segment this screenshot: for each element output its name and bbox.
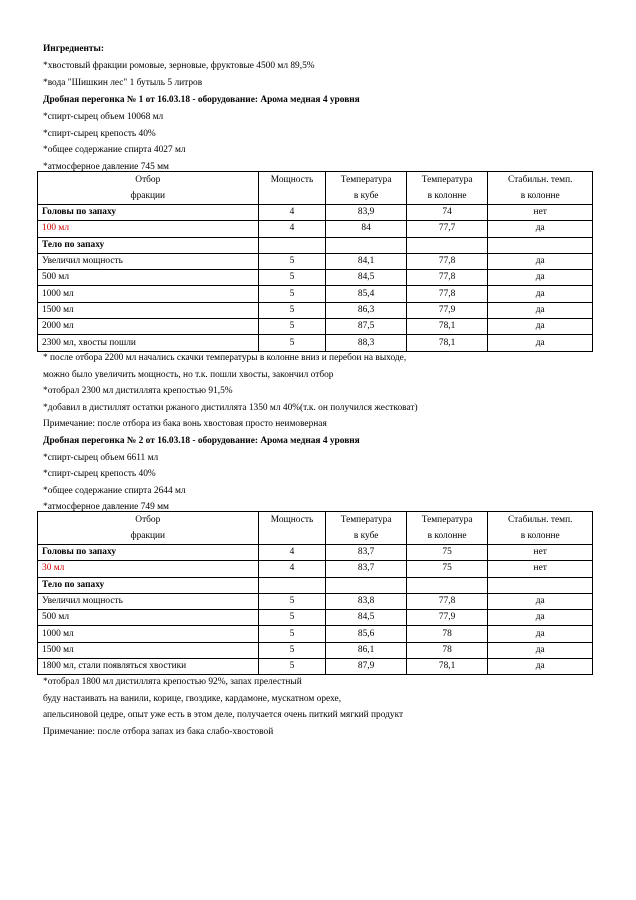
cell-temp-column: 77,7: [406, 221, 488, 237]
cell-temp-column: 78: [406, 642, 488, 658]
cell-power: 4: [258, 545, 326, 561]
run1-heading: Дробная перегонка № 1 от 16.03.18 - оборудование: Арома медная 4 уровня: [43, 95, 360, 105]
table-row: [38, 593, 593, 609]
table-row: [38, 642, 593, 658]
cell-stable: да: [488, 253, 593, 269]
cell-stable: нет: [488, 561, 593, 577]
cell-stable: нет: [488, 545, 593, 561]
cell-power: 4: [258, 561, 326, 577]
table-row: [38, 253, 593, 269]
ingredient-item: *хвостовый фракции ромовые, зерновые, фруктовые 4500 мл 89,5%: [43, 61, 315, 71]
run2-param: *спирт-сырец крепость 40%: [43, 469, 156, 479]
table-row: [38, 577, 593, 593]
cell-temp-column: 74: [406, 205, 488, 221]
table-row: [38, 286, 593, 302]
header-temp-column: Температура в колонне: [406, 172, 488, 205]
cell-temp-column: 77,8: [406, 593, 488, 609]
cell-stable: да: [488, 642, 593, 658]
cell-stable: да: [488, 626, 593, 642]
cell-temp-column: 78,1: [406, 659, 488, 675]
table-row: [38, 205, 593, 221]
table-row: [38, 237, 593, 253]
run2-note: апельсиновой цедре, опыт уже есть в этом деле, получается очень питкий мягкий продукт: [43, 710, 404, 720]
table-row: [38, 561, 593, 577]
cell-stable: да: [488, 610, 593, 626]
cell-temp-column: 78,1: [406, 319, 488, 335]
cell-stable: [488, 577, 593, 593]
cell-stable: да: [488, 286, 593, 302]
cell-temp-column: 78,1: [406, 335, 488, 351]
header-fraction: Отбор фракции: [38, 172, 259, 205]
cell-fraction: 1500 мл: [38, 642, 259, 658]
run1-note: *отобрал 2300 мл дистиллята крепостью 91,5%: [43, 386, 233, 396]
cell-fraction: 1000 мл: [38, 286, 259, 302]
cell-fraction: 500 мл: [38, 270, 259, 286]
cell-fraction: 2300 мл, хвосты пошли: [38, 335, 259, 351]
cell-power: 5: [258, 270, 326, 286]
cell-temp-cube: 87,5: [326, 319, 406, 335]
table-row: [38, 610, 593, 626]
run1-note: *добавил в дистиллят остатки ржаного дистиллята 1350 мл 40%(т.к. он получился жестковат): [43, 403, 418, 413]
cell-fraction: Головы по запаху: [38, 205, 259, 221]
cell-temp-column: 78: [406, 626, 488, 642]
cell-temp-cube: 86,1: [326, 642, 406, 658]
cell-fraction: Увеличил мощность: [38, 253, 259, 269]
run2-note: *отобрал 1800 мл дистиллята крепостью 92%, запах прелестный: [43, 677, 302, 687]
cell-stable: да: [488, 335, 593, 351]
cell-stable: да: [488, 659, 593, 675]
run1-param: *спирт-сырец крепость 40%: [43, 129, 156, 139]
table-row: [38, 302, 593, 318]
cell-stable: да: [488, 270, 593, 286]
run2-param: *общее содержание спирта 2644 мл: [43, 486, 186, 496]
cell-fraction: 2000 мл: [38, 319, 259, 335]
cell-temp-column: 75: [406, 545, 488, 561]
run1-note: можно было увеличить мощность, но т.к. пошли хвосты, закончил отбор: [43, 370, 334, 380]
cell-temp-cube: 84: [326, 221, 406, 237]
cell-power: 5: [258, 286, 326, 302]
cell-power: 5: [258, 319, 326, 335]
cell-power: [258, 237, 326, 253]
cell-fraction: Увеличил мощность: [38, 593, 259, 609]
cell-temp-cube: 85,4: [326, 286, 406, 302]
cell-temp-column: 77,8: [406, 253, 488, 269]
cell-temp-cube: 84,5: [326, 610, 406, 626]
run2-param: *спирт-сырец объем 6611 мл: [43, 453, 159, 463]
cell-fraction: 500 мл: [38, 610, 259, 626]
cell-stable: да: [488, 302, 593, 318]
run1-table: [37, 171, 593, 352]
cell-temp-column: [406, 237, 488, 253]
run2-table: [37, 511, 593, 675]
cell-temp-column: 75: [406, 561, 488, 577]
cell-temp-column: 77,9: [406, 610, 488, 626]
cell-temp-column: [406, 577, 488, 593]
cell-stable: нет: [488, 205, 593, 221]
run1-note: * после отбора 2200 мл начались скачки температуры в колонне вниз и перебои на выходе,: [43, 353, 407, 363]
run2-note: Примечание: после отбора запах из бака слабо-хвостовой: [43, 727, 274, 737]
run1-param: *атмосферное давление 745 мм: [43, 162, 169, 172]
header-temp-cube: Температура в кубе: [326, 512, 406, 545]
cell-temp-cube: 84,5: [326, 270, 406, 286]
cell-temp-cube: 87,9: [326, 659, 406, 675]
header-temp-cube: Температура в кубе: [326, 172, 406, 205]
table-row: [38, 270, 593, 286]
table-row: [38, 626, 593, 642]
cell-fraction: 100 мл: [38, 221, 259, 237]
table-header-row: [38, 172, 593, 205]
cell-fraction: Тело по запаху: [38, 577, 259, 593]
cell-temp-cube: 88,3: [326, 335, 406, 351]
cell-temp-cube: [326, 577, 406, 593]
header-power: Мощность: [258, 512, 326, 545]
table-row: [38, 335, 593, 351]
table-header-row: [38, 512, 593, 545]
cell-temp-column: 77,8: [406, 286, 488, 302]
cell-power: 5: [258, 253, 326, 269]
cell-stable: да: [488, 593, 593, 609]
run1-param: *спирт-сырец объем 10068 мл: [43, 112, 164, 122]
run2-heading: Дробная перегонка № 2 от 16.03.18 - оборудование: Арома медная 4 уровня: [43, 436, 360, 446]
cell-temp-cube: 83,9: [326, 205, 406, 221]
cell-power: 4: [258, 221, 326, 237]
cell-temp-cube: 86,3: [326, 302, 406, 318]
cell-temp-cube: [326, 237, 406, 253]
run1-param: *общее содержание спирта 4027 мл: [43, 145, 186, 155]
cell-temp-cube: 83,7: [326, 545, 406, 561]
table-row: [38, 221, 593, 237]
run2-note: буду настаивать на ванили, корице, гвоздике, кардамоне, мускатном орехе,: [43, 694, 342, 704]
table-row: [38, 659, 593, 675]
cell-fraction: Головы по запаху: [38, 545, 259, 561]
cell-stable: да: [488, 221, 593, 237]
header-stable-temp: Стабильн. темп. в колонне: [488, 172, 593, 205]
cell-power: 5: [258, 593, 326, 609]
cell-power: 5: [258, 626, 326, 642]
header-stable-temp: Стабильн. темп. в колонне: [488, 512, 593, 545]
cell-temp-column: 77,8: [406, 270, 488, 286]
table-row: [38, 319, 593, 335]
cell-temp-cube: 84,1: [326, 253, 406, 269]
cell-stable: да: [488, 319, 593, 335]
cell-power: 5: [258, 335, 326, 351]
header-fraction: Отбор фракции: [38, 512, 259, 545]
cell-fraction: Тело по запаху: [38, 237, 259, 253]
cell-fraction: 1800 мл, стали появляться хвостики: [38, 659, 259, 675]
cell-power: 5: [258, 302, 326, 318]
header-power: Мощность: [258, 172, 326, 205]
ingredients-heading: Ингредиенты:: [43, 44, 104, 54]
header-temp-column: Температура в колонне: [406, 512, 488, 545]
cell-temp-column: 77,9: [406, 302, 488, 318]
cell-temp-cube: 83,7: [326, 561, 406, 577]
run1-note: Примечание: после отбора из бака вонь хвостовая просто неимоверная: [43, 419, 327, 429]
cell-power: 5: [258, 659, 326, 675]
cell-temp-cube: 85,6: [326, 626, 406, 642]
cell-temp-cube: 83,8: [326, 593, 406, 609]
run2-param: *атмосферное давление 749 мм: [43, 502, 169, 512]
cell-fraction: 1000 мл: [38, 626, 259, 642]
ingredient-item: *вода "Шишкин лес" 1 бутыль 5 литров: [43, 78, 203, 88]
cell-power: 5: [258, 610, 326, 626]
cell-power: 4: [258, 205, 326, 221]
cell-power: 5: [258, 642, 326, 658]
table-row: [38, 545, 593, 561]
cell-stable: [488, 237, 593, 253]
cell-fraction: 30 мл: [38, 561, 259, 577]
cell-power: [258, 577, 326, 593]
cell-fraction: 1500 мл: [38, 302, 259, 318]
